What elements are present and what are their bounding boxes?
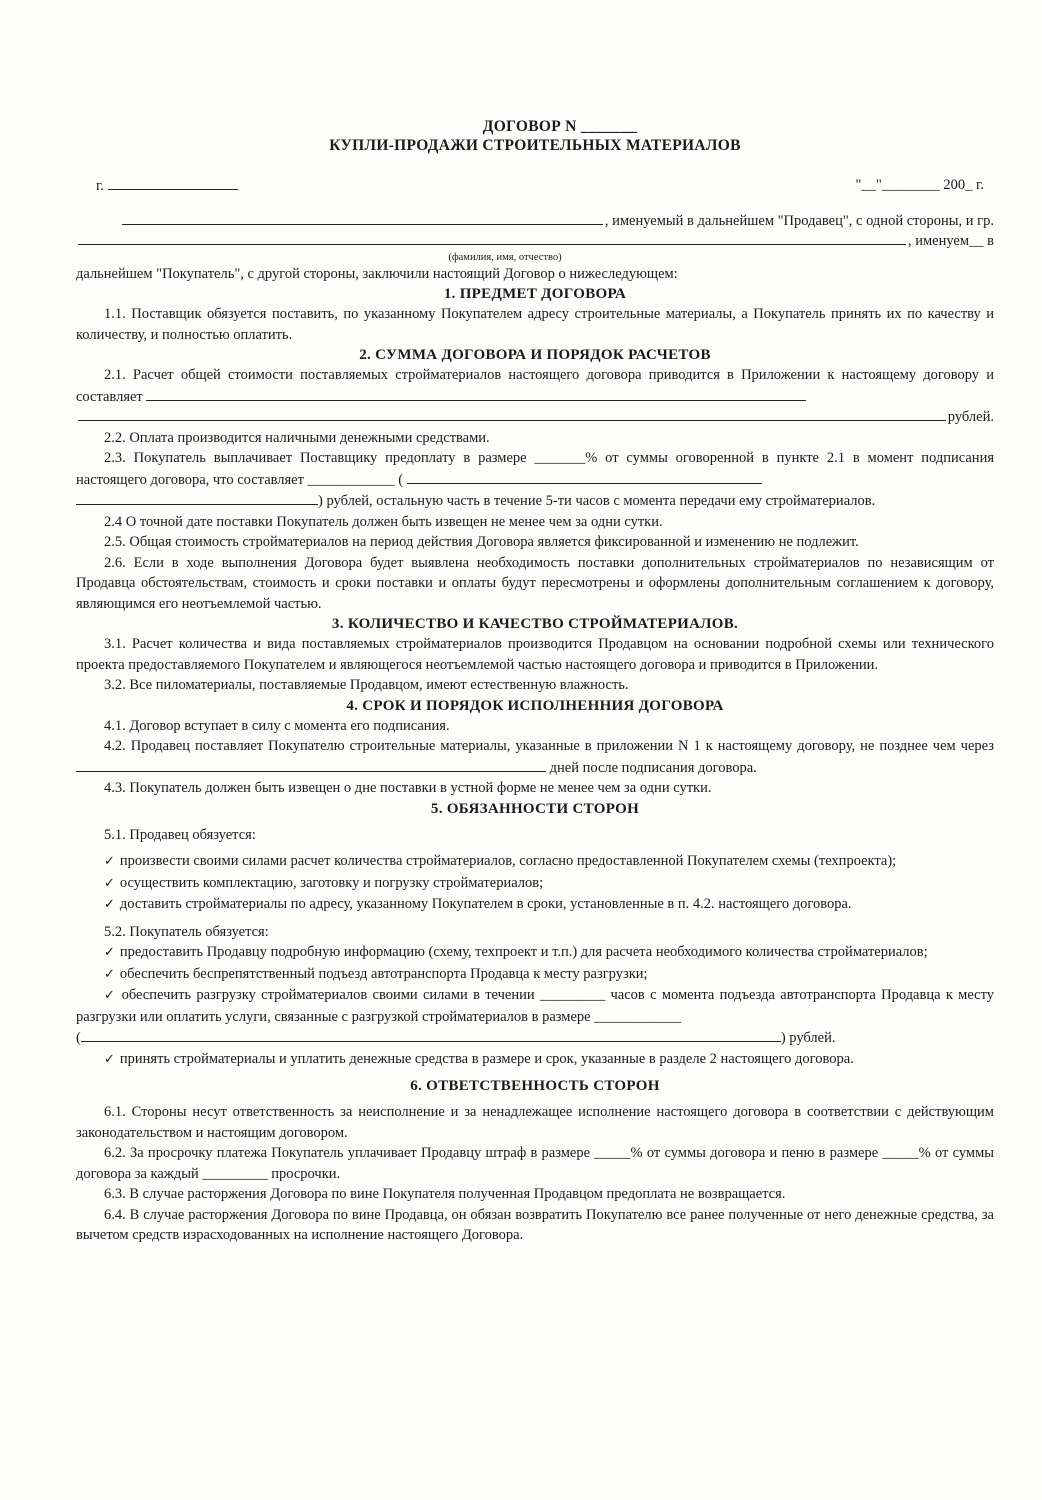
buyer-name-caption: (фамилия, имя, отчество) [448,251,562,263]
document-body [76,117,994,1246]
clause-2-3-tail: ) рублей, остальную часть в течение 5-ти часов с момента передачи ему стройматериалов. [318,493,876,509]
buyer-duty-1-text: предоставить Продавцу подробную информацию (схему, техпроект и т.п.) для расчета необходимого количества стройматериалов; [119,944,928,960]
clause-4-1: 4.1. Договор вступает в силу с момента его подписания. [104,717,450,734]
clause-2-4: 2.4 О точной дате поставки Покупатель должен быть извещен не менее чем за одни сутки. [104,513,663,530]
preamble-line-3: дальнейшем "Покупатель", с другой стороны, заключили настоящий Договор о нижеследующем: [76,265,678,282]
prepayment-words-blank [407,469,762,484]
seller-duty-2-text: осуществить комплектацию, заготовку и погрузку стройматериалов; [119,874,544,891]
section-2-heading: 2. СУММА ДОГОВОРА И ПОРЯДОК РАСЧЕТОВ [359,347,711,363]
date-field: "__"________ 200_ г. [855,177,984,193]
clause-2-3 [76,448,994,490]
preamble-line-2 [76,231,994,252]
clause-6-2: 6.2. За просрочку платежа Покупатель уплачивает Продавцу штраф в размере _____% от суммы договора и пеню в размере _____% от суммы договора за каждый _________ просрочки. [76,1145,994,1182]
seller-duty-3 [76,894,994,916]
clause-6-1: 6.1. Стороны несут ответственность за неисполнение и за ненадлежащее исполнение настоящего договора в соответствии с действующим законодательством и настоящим договором. [76,1104,994,1141]
clause-2-2: 2.2. Оплата производится наличными денежными средствами. [104,429,490,446]
buyer-duty-3-line-3: ( ) рублей. [76,1027,994,1049]
seller-duty-1 [76,851,994,873]
buyer-duty-3-tail: ) рублей. [780,1030,836,1046]
checkmark-icon [104,987,122,1003]
city-field [96,175,238,197]
checkmark-icon [104,944,120,960]
seller-duty-3-text: доставить стройматериалы по адресу, указанному Покупателем в сроки, установленные в п. 4.2. настоящего договора. [119,896,852,912]
buyer-duty-2-text: обеспечить беспрепятственный подъезд автотранспорта Продавца к месту разгрузки; [119,965,648,982]
clause-2-6: 2.6. Если в ходе выполнения Договора будет выявлена необходимость поставки дополнительных стройматериалов по независящим от Продавца обстоятельствам, стоимость и сроки поставки и оплаты будут пересмотрены и оформлены дополнительным соглашением к договору, являющимся его неотъемлемой частью. [76,554,994,612]
clause-1-1: 1.1. Поставщик обязуется поставить, по указанному Покупателем адресу строительные материалы, а Покупатель принять их по качеству и количеству, и полностью оплатить. [76,306,994,343]
total-amount-words-blank [78,407,946,421]
unloading-amount-words-blank [81,1027,781,1042]
section-6-heading: 6. ОТВЕТСТВЕННОСТЬ СТОРОН [410,1078,660,1094]
total-amount-blank [146,386,806,401]
section-1-heading: 1. ПРЕДМЕТ ДОГОВОРА [443,286,627,302]
section-5-heading: 5. ОБЯЗАННОСТИ СТОРОН [430,800,640,817]
clause-6-3: 6.3. В случае расторжения Договора по вине Покупателя полученная Продавцом предоплата не возвращается. [104,1186,786,1202]
clause-2-3-text: 2.3. Покупатель выплачивает Поставщику предоплату в размере _______% от суммы оговоренной в пункте 2.1 в момент подписания настоящего договора, что составляет ____________ ( [76,450,994,488]
buyer-duty-2 [76,964,994,986]
contract-title: ДОГОВОР N _______ [482,118,638,135]
prepayment-words-blank-2 [76,490,318,505]
clause-3-2: 3.2. Все пиломатериалы, поставляемые Продавцом, имеют естественную влажность. [104,677,629,693]
checkmark-icon [104,896,120,912]
contract-subtitle: КУПЛИ-ПРОДАЖИ СТРОИТЕЛЬНЫХ МАТЕРИАЛОВ [329,137,741,154]
clause-5-1: 5.1. Продавец обязуется: [104,826,256,843]
clause-3-1: 3.1. Расчет количества и вида поставляемых стройматериалов производится Продавцом на основании подробной схемы или технического проекта предоставляемого Покупателем и являющегося неотъемлемой частью настоящего договора и приводится в Приложении. [76,636,994,673]
seller-duty-2 [76,873,994,895]
buyer-name-blank [78,231,906,245]
city-blank [108,175,238,190]
preamble-line-2-text: , именуем__ в [907,233,994,249]
clause-4-2-text: 4.2. Продавец поставляет Покупателю строительные материалы, указанные в приложении N 1 к настоящему договору, не позднее чем через [104,738,994,754]
clause-2-3-line-3 [76,490,994,512]
buyer-duty-4-text: принять стройматериалы и уплатить денежные средства в размере и срок, указанные в разделе 2 настоящего договора. [119,1050,854,1067]
clause-2-1 [76,365,994,407]
buyer-duty-3 [76,985,994,1027]
seller-name-blank [122,211,603,225]
clause-4-2 [76,736,994,778]
buyer-duty-1 [76,942,994,964]
clause-5-2: 5.2. Покупатель обязуется: [104,923,269,940]
section-3-heading: 3. КОЛИЧЕСТВО И КАЧЕСТВО СТРОЙМАТЕРИАЛОВ. [331,616,739,632]
preamble-line-1-text: , именуемый в дальнейшем "Продавец", с одной стороны, и гр. [604,212,994,229]
checkmark-icon [104,1051,120,1067]
clause-2-1-text: 2.1. Расчет общей стоимости поставляемых стройматериалов настоящего договора приводится в Приложении к настоящему договору и составляет [76,367,994,405]
place-date-row [76,175,994,197]
city-prefix: г. [96,178,104,194]
clause-6-4: 6.4. В случае расторжения Договора по вине Продавца, он обязан возвратить Покупателю все ранее полученные от него денежные средства, за вычетом средств израсходованных на исполнение настоящего Договора. [76,1206,994,1243]
clause-2-1-tail: рублей. [947,409,994,425]
preamble-line-1 [76,211,994,232]
section-4-heading: 4. СРОК И ПОРЯДОК ИСПОЛНЕННИЯ ДОГОВОРА [346,697,724,714]
buyer-duty-4 [76,1049,994,1071]
clause-2-5: 2.5. Общая стоимость стройматериалов на период действия Договора является фиксированной и изменению не подлежит. [104,534,859,550]
buyer-duty-3-text: обеспечить разгрузку стройматериалов своими силами в течении _________ часов с момента подъезда автотранспорта Продавца к месту разгрузки или оплатить услуги, связанные с разгрузкой стройматериалов в размере ____________ [76,987,994,1025]
checkmark-icon [104,853,120,869]
checkmark-icon [104,966,120,982]
checkmark-icon [104,875,120,891]
seller-duty-1-text: произвести своими силами расчет количества стройматериалов, согласно предоставленной Покупателем схемы (техпроекта); [119,853,897,869]
delivery-days-blank [76,757,546,772]
clause-2-1-line-2 [76,407,994,428]
clause-4-2-tail: дней после подписания договора. [549,759,757,776]
clause-4-3: 4.3. Покупатель должен быть извещен о дне поставки в устной форме не менее чем за одни сутки. [104,780,712,796]
